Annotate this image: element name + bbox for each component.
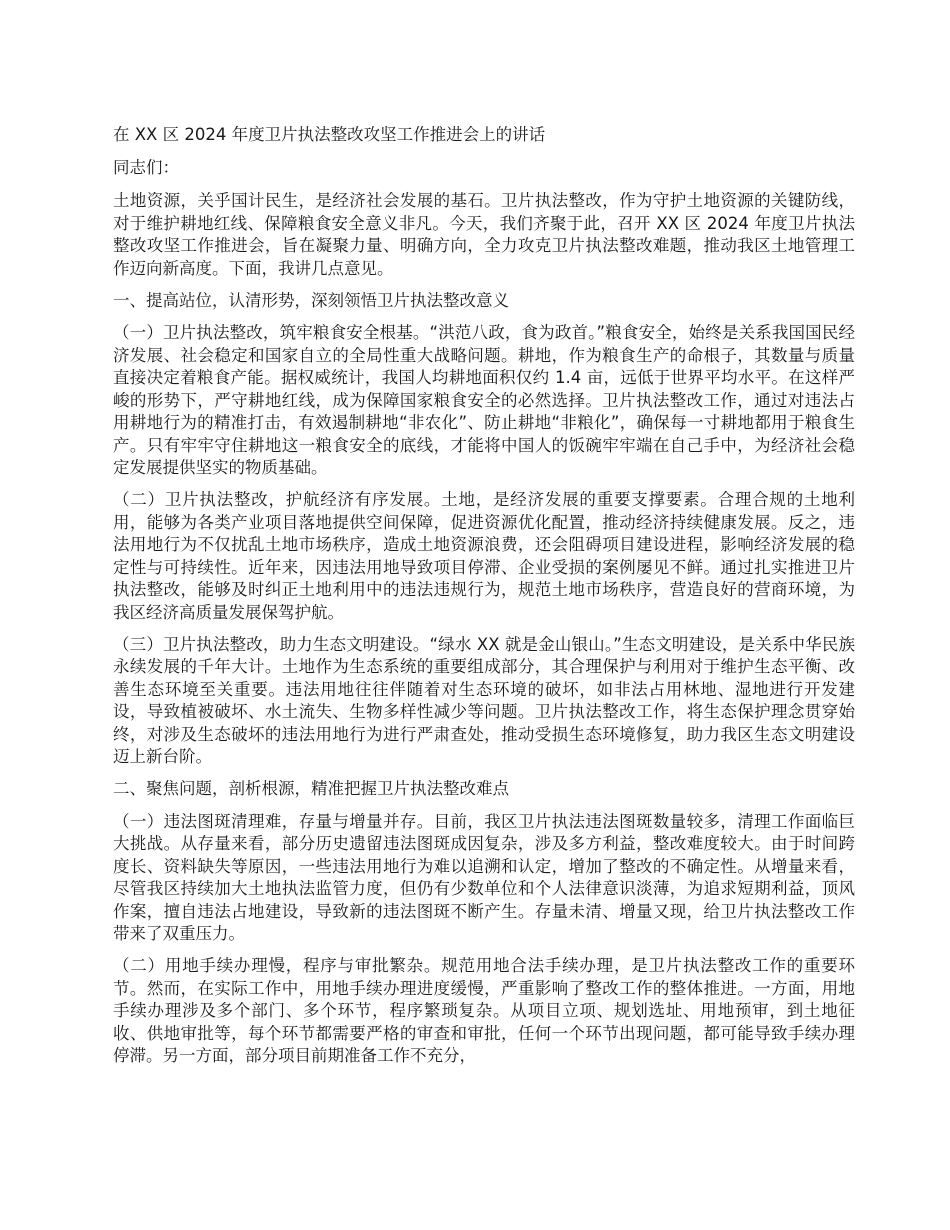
greeting: 同志们： (113, 157, 179, 177)
paragraph-1-1: （一）卫片执法整改，筑牢粮食安全根基。“洪范八政，食为政首。”粮食安全，始终是关系我国国民经济发展、社会稳定和国家自立的全局性重大战略问题。耕地，作为粮食生产的命根子，其数量与质量直接决定着粮食产能。据权威统计，我国人均耕地面积仅约 1.4 亩，远低于世界平均水平。在这样严峻的形势下，严守耕地红线，成为保障国家粮食安全的必然选择。卫片执法整改工作，通过对违法占用耕地行为的精准打击，有效遏制耕地“非农化”、防止耕地“非粮化”，确保每一寸耕地都用于粮食生产。只有牢牢守住耕地这一粮食安全的底线，才能将中国人的饭碗牢牢端在自己手中，为经济社会稳定发展提供坚实的物质基础。 (113, 323, 855, 477)
section-heading-2: 二、聚焦问题，剖析根源，精准把握卫片执法整改难点 (113, 779, 509, 798)
paragraph-2-1: （一）违法图斑清理难，存量与增量并存。目前，我区卫片执法违法图斑数量较多，清理工作面临巨大挑战。从存量来看，部分历史遗留违法图斑成因复杂，涉及多方利益，整改难度较大。由于时间跨度长、资料缺失等原因，一些违法用地行为难以追溯和认定，增加了整改的不确定性。从增量来看，尽管我区持续加大土地执法监管力度，但仍有少数单位和个人法律意识淡薄，为追求短期利益，顶风作案，擅自违法占地建设，导致新的违法图斑不断产生。存量未清、增量又现，给卫片执法整改工作带来了双重压力。 (113, 811, 855, 943)
section-heading-1: 一、提高站位，认清形势，深刻领悟卫片执法整改意义 (113, 290, 509, 310)
paragraph-2-2: （二）用地手续办理慢，程序与审批繁杂。规范用地合法手续办理，是卫片执法整改工作的重要环节。然而，在实际工作中，用地手续办理进度缓慢，严重影响了整改工作的整体推进。一方面，用地手续办理涉及多个部门、多个环节，程序繁琐复杂。从项目立项、规划选址、用地预审，到土地征收、供地审批等，每个环节都需要严格的审查和审批，任何一个环节出现问题，都可能导致手续办理停滞。另一方面，部分项目前期准备工作不充分， (113, 956, 855, 1065)
document-title: 在 XX 区 2024 年度卫片执法整改攻坚工作推进会上的讲话 (113, 125, 546, 144)
paragraph-intro: 土地资源，关乎国计民生，是经济社会发展的基石。卫片执法整改，作为守护土地资源的关键防线，对于维护耕地红线、保障粮食安全意义非凡。今天，我们齐聚于此，召开 XX 区 2024 年度卫片执法整改攻坚工作推进会，旨在凝聚力量、明确方向，全力攻克卫片执法整改难题，推动我区土地管理工作迈向新高度。下面，我讲几点意见。 (113, 191, 855, 278)
paragraph-1-2: （二）卫片执法整改，护航经济有序发展。土地，是经济发展的重要支撑要素。合理合规的土地利用，能够为各类产业项目落地提供空间保障，促进资源优化配置，推动经济持续健康发展。反之，违法用地行为不仅扰乱土地市场秩序，造成土地资源浪费，还会阻碍项目建设进程，影响经济发展的稳定性与可持续性。近年来，因违法用地导致项目停滞、企业受损的案例屡见不鲜。通过扎实推进卫片执法整改，能够及时纠正土地利用中的违法违规行为，规范土地市场秩序，营造良好的营商环境，为我区经济高质量发展保驾护航。 (113, 490, 855, 622)
document-page (113, 124, 855, 1068)
paragraph-1-3: （三）卫片执法整改，助力生态文明建设。“绿水 XX 就是金山银山。”生态文明建设，是关系中华民族永续发展的千年大计。土地作为生态系统的重要组成部分，其合理保护与利用对于维护生态平衡、改善生态环境至关重要。违法用地往往伴随着对生态环境的破坏，如非法占用林地、湿地进行开发建设，导致植被破坏、水土流失、生物多样性减少等问题。卫片执法整改工作，将生态保护理念贯穿始终，对涉及生态破坏的违法用地行为进行严肃查处，推动受损生态环境修复，助力我区生态文明建设迈上新台阶。 (113, 634, 855, 766)
